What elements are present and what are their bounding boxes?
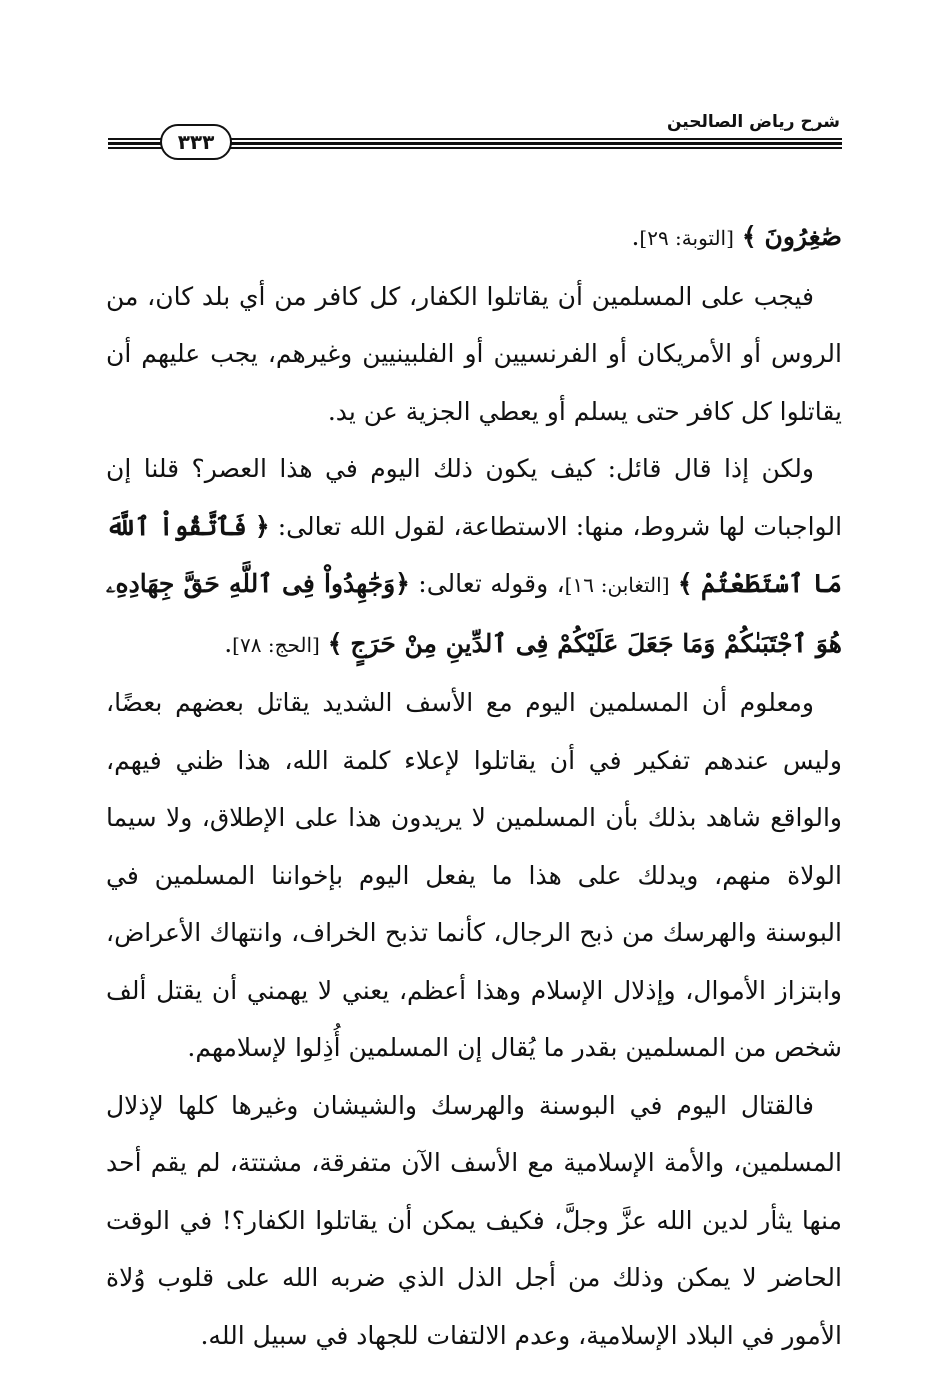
verse-reference-taghabun: [التغابن: ١٦] xyxy=(564,573,670,597)
quran-brace-close-2: ﴾ xyxy=(327,628,343,658)
paragraph-1: فيجب على المسلمين أن يقاتلوا الكفار، كل كافر من أي بلد كان، من الروس أو الأمريكان أو الفرنسيين أو الفلبينيين وغيرهم، يجب عليهم أن يقاتلوا كل كافر حتى يسلم أو يعطي الجزية عن يد. xyxy=(106,281,842,426)
running-head-title: شرح رياض الصالحين xyxy=(666,112,840,132)
quran-verse-hajj: وَجَٰهِدُواْ فِى ٱللَّهِ حَقَّ جِهَادِهِۦ هُوَ ٱجْتَبَىٰكُمْ وَمَا جَعَلَ عَلَيْكُمْ فِى ٱلدِّينِ مِنْ حَرَجٍ xyxy=(106,569,842,658)
verse-continuation xyxy=(106,208,842,268)
paragraph-2-text-1: ولكن إذا قال قائل: كيف يكون ذلك اليوم في هذا العصر؟ قلنا إن الواجبات لها شروط، منها: الاستطاعة، لقول الله تعالى: xyxy=(106,454,843,541)
paragraph-2 xyxy=(106,440,842,674)
quran-verse-end: صَٰغِرُونَ xyxy=(764,222,842,251)
quran-verse-taghabun: فَٱتَّقُواْ ٱللَّهَ مَا ٱسْتَطَعْتُمْ xyxy=(106,511,842,598)
page-body xyxy=(106,208,842,1364)
verse-reference-hajj: [الحج: ٧٨] xyxy=(232,632,320,657)
paragraph-3: ومعلوم أن المسلمين اليوم مع الأسف الشديد يقاتل بعضهم بعضًا، وليس عندهم تفكير في أن يقاتلوا لإعلاء كلمة الله، هذا ظني فيهم، والواقع شاهد بذلك بأن المسلمين لا يريدون هذا على الإطلاق، ولا سيما الولاة منهم، ويدلك على هذا ما يفعل اليوم بإخواننا المسلمين في البوسنة والهرسك من ذبح الرجال، كأنما تذبح الخراف، وانتهاك الأعراض، وابتزاز الأموال، وإذلال الإسلام وهذا أعظم، يعني لا يهمني أن يقتل ألف شخص من المسلمين بقدر ما يُقال إن المسلمين أُذِلوا لإسلامهم. xyxy=(106,688,842,1062)
quran-brace-open: ﴿ xyxy=(254,511,270,541)
quran-brace-close: ﴾ xyxy=(677,569,693,598)
quran-brace-open-2: ﴿ xyxy=(395,569,410,598)
quran-brace-close: ﴾ xyxy=(741,222,757,251)
sentence-end: . xyxy=(631,222,640,251)
paragraph-4: فالقتال اليوم في البوسنة والهرسك والشيشان وغيرها كلها لإذلال المسلمين، والأمة الإسلامية مع الأسف الآن متفرقة، مشتتة، لم يقم أحد منها يثأر لدين الله عزَّ وجلَّ، فكيف يمكن أن يقاتلوا الكفار؟! في الوقت الحاضر لا يمكن وذلك من أجل الذل الذي ضربه الله على قلوب وُلاة الأمور في البلاد الإسلامية، وعدم الالتفات للجهاد في سبيل الله. xyxy=(106,1090,842,1350)
paragraph-2-text-2: ، وقوله تعالى: xyxy=(409,569,565,598)
page-number: ٣٣٣ xyxy=(160,124,232,160)
verse-reference: [التوبة: ٢٩] xyxy=(639,226,734,250)
sentence-end-2: . xyxy=(224,628,233,658)
